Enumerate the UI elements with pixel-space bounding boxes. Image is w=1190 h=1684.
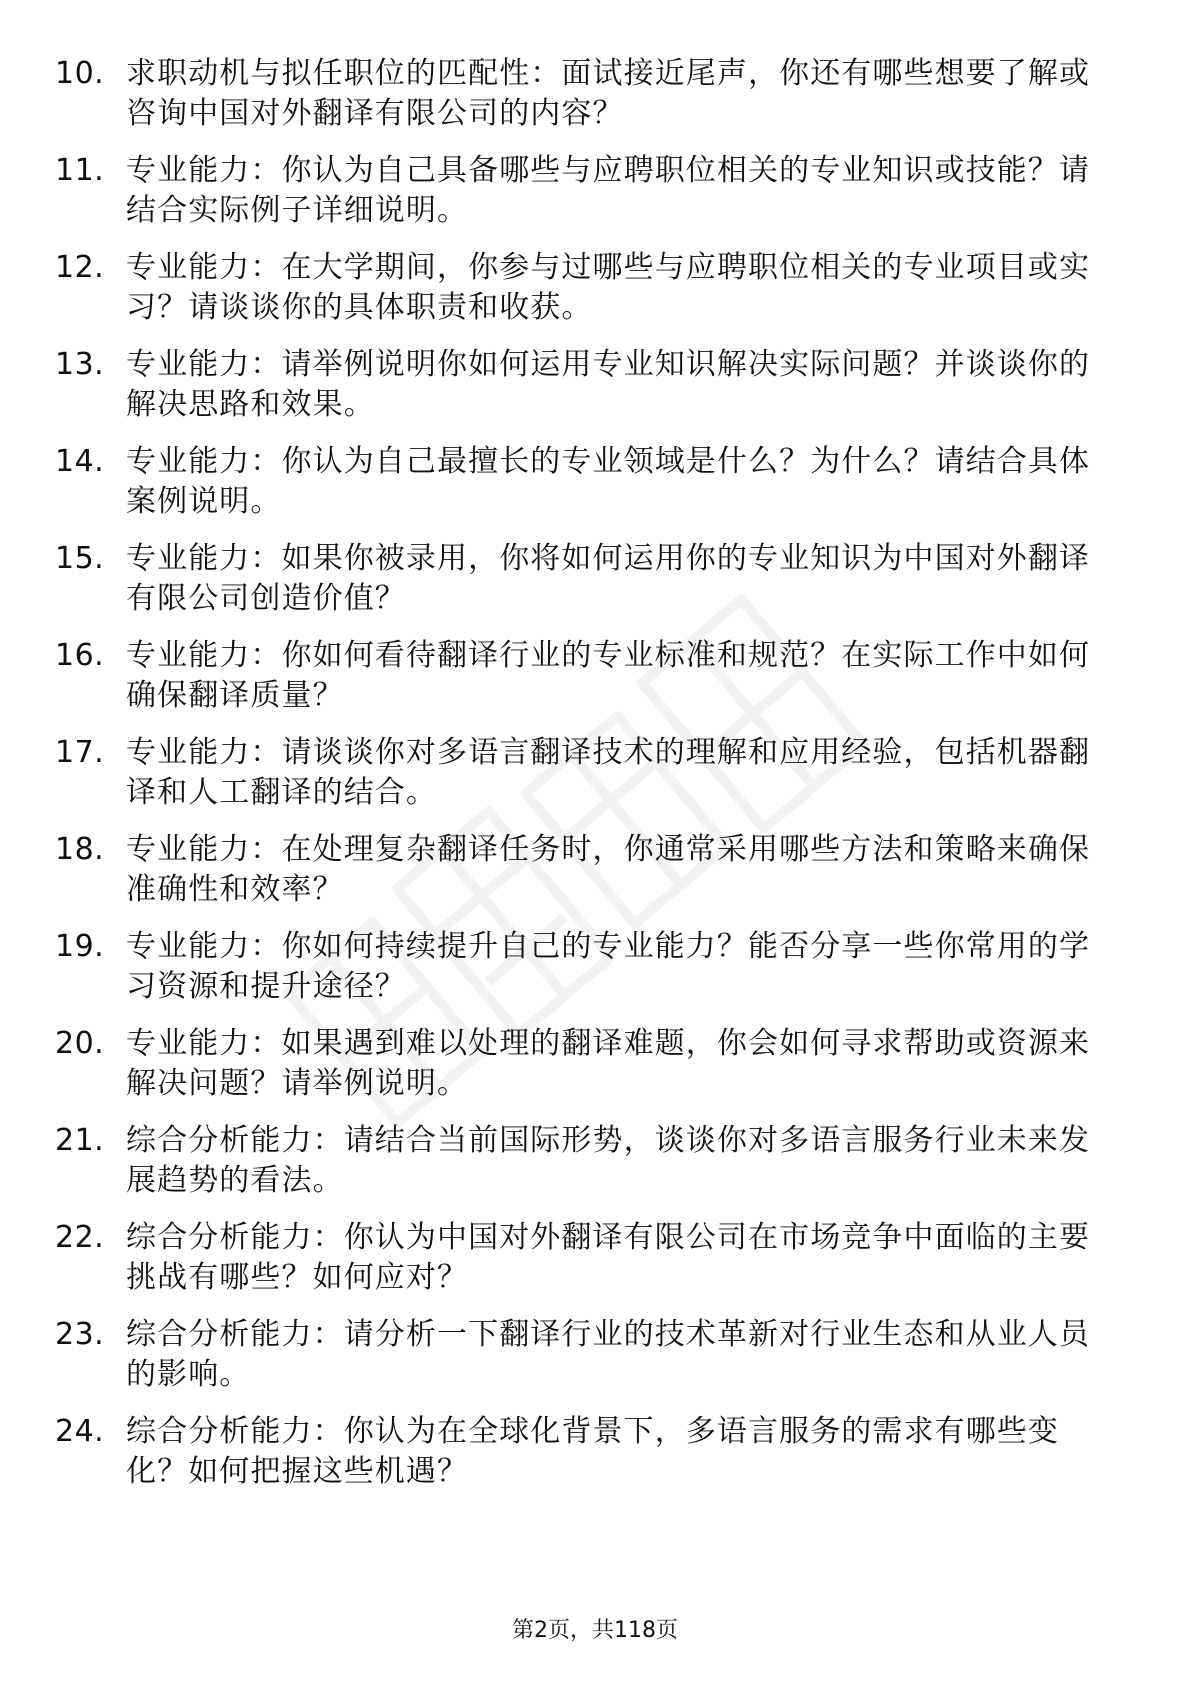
question-number: 10. — [55, 56, 105, 91]
question-number: 18. — [55, 832, 105, 867]
question-text: 综合分析能力：你认为在全球化背景下，多语言服务的需求有哪些变化？如何把握这些机遇？ — [126, 1414, 1059, 1489]
question-number: 20. — [55, 1026, 105, 1061]
question-text: 专业能力：如果遇到难以处理的翻译难题，你会如何寻求帮助或资源来解决问题？请举例说明。 — [126, 1026, 1091, 1101]
question-text: 专业能力：你认为自己最擅长的专业领域是什么？为什么？请结合具体案例说明。 — [126, 444, 1091, 519]
question-item — [55, 1024, 1115, 1104]
question-number: 16. — [55, 638, 105, 673]
question-item — [55, 733, 1115, 813]
question-text: 专业能力：在处理复杂翻译任务时，你通常采用哪些方法和策略来确保准确性和效率？ — [126, 832, 1091, 907]
question-item — [55, 248, 1115, 328]
question-text: 综合分析能力：请分析一下翻译行业的技术革新对行业生态和从业人员的影响。 — [126, 1317, 1091, 1392]
question-item — [55, 1121, 1115, 1201]
question-number: 24. — [55, 1414, 105, 1449]
question-text: 专业能力：请举例说明你如何运用专业知识解决实际问题？并谈谈你的解决思路和效果。 — [126, 347, 1091, 422]
question-text: 求职动机与拟任职位的匹配性：面试接近尾声，你还有哪些想要了解或咨询中国对外翻译有限公司的内容？ — [126, 56, 1091, 131]
question-item — [55, 1412, 1115, 1492]
question-text: 专业能力：如果你被录用，你将如何运用你的专业知识为中国对外翻译有限公司创造价值？ — [126, 541, 1091, 616]
question-item — [55, 1315, 1115, 1395]
question-text: 综合分析能力：请结合当前国际形势，谈谈你对多语言服务行业未来发展趋势的看法。 — [126, 1123, 1091, 1198]
question-number: 19. — [55, 929, 105, 964]
question-number: 21. — [55, 1123, 105, 1158]
question-item — [55, 442, 1115, 522]
question-item — [55, 345, 1115, 425]
question-number: 22. — [55, 1220, 105, 1255]
question-item — [55, 927, 1115, 1007]
question-number: 14. — [55, 444, 105, 479]
question-text: 专业能力：请谈谈你对多语言翻译技术的理解和应用经验，包括机器翻译和人工翻译的结合。 — [126, 735, 1091, 810]
question-item — [55, 1218, 1115, 1298]
page-footer: 第2页，共118页 — [512, 1618, 678, 1643]
question-item — [55, 539, 1115, 619]
question-text: 专业能力：你认为自己具备哪些与应聘职位相关的专业知识或技能？请结合实际例子详细说明。 — [126, 153, 1091, 228]
question-text: 专业能力：在大学期间，你参与过哪些与应聘职位相关的专业项目或实习？请谈谈你的具体职责和收获。 — [126, 250, 1091, 325]
question-text: 专业能力：你如何持续提升自己的专业能力？能否分享一些你常用的学习资源和提升途径？ — [126, 929, 1091, 1004]
question-number: 15. — [55, 541, 105, 576]
question-list — [55, 54, 1115, 1509]
question-number: 17. — [55, 735, 105, 770]
question-item — [55, 151, 1115, 231]
question-text: 专业能力：你如何看待翻译行业的专业标准和规范？在实际工作中如何确保翻译质量？ — [126, 638, 1091, 713]
question-item — [55, 54, 1115, 134]
question-item — [55, 636, 1115, 716]
question-number: 11. — [55, 153, 105, 188]
question-number: 12. — [55, 250, 105, 285]
question-number: 23. — [55, 1317, 105, 1352]
question-item — [55, 830, 1115, 910]
question-text: 综合分析能力：你认为中国对外翻译有限公司在市场竞争中面临的主要挑战有哪些？如何应对？ — [126, 1220, 1091, 1295]
question-number: 13. — [55, 347, 105, 382]
